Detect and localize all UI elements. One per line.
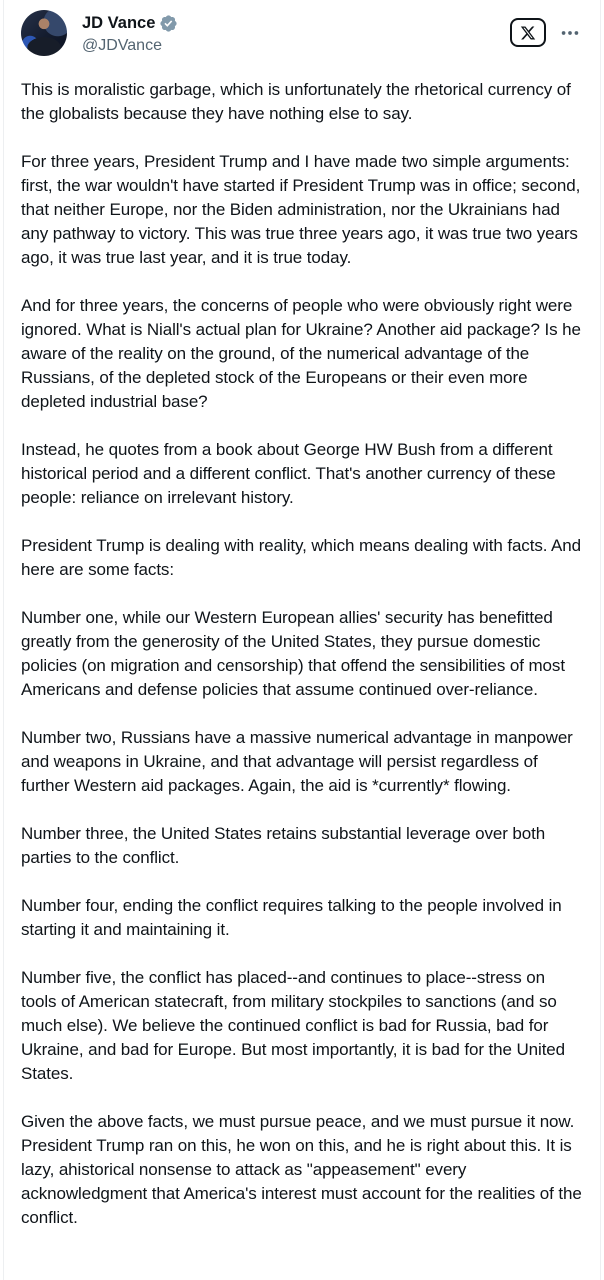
post-paragraph: Number two, Russians have a massive numerical advantage in manpower and weapons in Ukraine, and that advantage will persist regardless of further Western aid packages. Again, the aid is *currently* flowing. xyxy=(21,728,573,795)
post-paragraph: And for three years, the concerns of people who were obviously right were ignored. What is Niall's actual plan for Ukraine? Another aid package? Is he aware of the reality on the ground, of the numerical advantage of the Russians, of the depleted stock of the Europeans or their even more depleted industrial base? xyxy=(21,296,581,411)
header-actions xyxy=(510,18,583,47)
post-paragraph: Number four, ending the conflict requires talking to the people involved in starting it and maintaining it. xyxy=(21,896,562,939)
post-paragraph: Instead, he quotes from a book about George HW Bush from a different historical period and a different conflict. That's another currency of these people: reliance on irrelevant history. xyxy=(21,440,556,507)
x-logo-icon xyxy=(520,25,536,41)
tweet-card xyxy=(3,0,601,1280)
x-logo-button[interactable] xyxy=(510,18,546,47)
post-paragraph: For three years, President Trump and I have made two simple arguments: first, the war wouldn't have started if President Trump was in office; second, that neither Europe, nor the Biden administration, nor the Ukrainians had any pathway to victory. This was true three years ago, it was true two years ago, it was true last year, and it is true today. xyxy=(21,152,581,267)
post-paragraph: Number five, the conflict has placed--and continues to place--stress on tools of American statecraft, from military stockpiles to sanctions (and so much else). We believe the continued conflict is bad for Russia, bad for Ukraine, and bad for Europe. But most importantly, it is bad for the United States. xyxy=(21,968,566,1083)
author-name[interactable]: JD Vance xyxy=(82,14,156,32)
verified-badge-icon xyxy=(159,14,178,33)
author-handle[interactable]: @JDVance xyxy=(82,37,162,54)
ellipsis-icon xyxy=(559,22,581,44)
post-paragraph: Number three, the United States retains substantial leverage over both parties to the conflict. xyxy=(21,824,546,867)
author-block xyxy=(82,10,178,56)
post-text xyxy=(21,78,583,1230)
post-paragraph: President Trump is dealing with reality, which means dealing with facts. And here are some facts: xyxy=(21,536,581,579)
author-name-row xyxy=(82,13,178,33)
tweet-header xyxy=(21,10,583,56)
post-paragraph: Number one, while our Western European allies' security has benefitted greatly from the generosity of the United States, they pursue domestic policies (on migration and censorship) that offend the sensibilities of most Americans and defense policies that assume continued over-reliance. xyxy=(21,608,565,699)
post-paragraph: Given the above facts, we must pursue peace, and we must pursue it now. President Trump ran on this, he won on this, and he is right about this. It is lazy, ahistorical nonsense to attack as "appeasement" every acknowledgment that America's interest must account for the realities of the conflict. xyxy=(21,1112,582,1227)
post-paragraph: This is moralistic garbage, which is unfortunately the rhetorical currency of the globalists because they have nothing else to say. xyxy=(21,80,571,123)
more-options-button[interactable] xyxy=(557,20,583,46)
avatar[interactable] xyxy=(21,10,67,56)
